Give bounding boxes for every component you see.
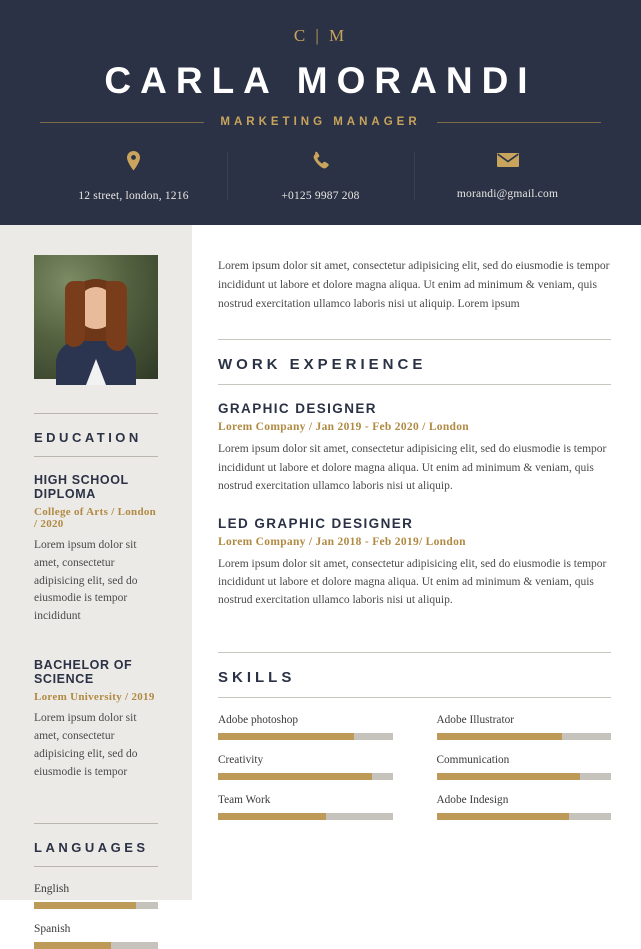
skill-label: Adobe Indesign [436, 793, 509, 806]
avatar-hair-right [106, 281, 127, 351]
education-entry [34, 658, 158, 781]
skill-level-fill [218, 773, 372, 780]
spacer [34, 801, 158, 823]
language-item [34, 923, 158, 949]
skill-label: Adobe photoshop [218, 713, 299, 726]
education-entry-text: Lorem ipsum dolor sit amet, consectetur adipisicing elit, sed do eiusmodie is tempor incididunt [34, 539, 138, 623]
skill-item [437, 794, 612, 820]
work-entry-title: GRAPHIC DESIGNER [218, 401, 377, 417]
education-entry [34, 473, 158, 626]
languages-rule-under [34, 866, 158, 867]
contact-address [40, 150, 227, 204]
education-entry-title: BACHELOR OF SCIENCE [34, 658, 133, 687]
skills-heading: SKILLS [218, 668, 296, 686]
skill-item [437, 754, 612, 780]
avatar [34, 255, 158, 379]
education-rule-under [34, 456, 158, 457]
contact-row [40, 150, 601, 204]
skill-level-fill [218, 733, 354, 740]
skill-level-fill [437, 813, 570, 820]
divider-left [40, 122, 204, 123]
contact-phone [227, 150, 414, 204]
language-level-track [34, 902, 158, 909]
resume-body [0, 225, 641, 936]
envelope-icon [420, 150, 595, 174]
skill-label: Communication [436, 753, 510, 766]
section-work-experience [218, 339, 611, 609]
skill-level-fill [218, 813, 326, 820]
contact-email [414, 150, 601, 204]
education-entry-title: HIGH SCHOOL DIPLOMA [34, 473, 129, 501]
section-languages [34, 823, 158, 949]
resume-header [0, 0, 641, 225]
education-heading: EDUCATION [34, 430, 142, 445]
section-education [34, 413, 158, 781]
education-entry-text: Lorem ipsum dolor sit amet, consectetur adipisicing elit, sed do eiusmodie is tempor [34, 712, 138, 778]
work-entry [218, 516, 611, 610]
language-level-track [34, 942, 158, 949]
monogram: C | M [293, 26, 348, 45]
education-rule-top [34, 413, 158, 414]
language-item [34, 883, 158, 909]
section-skills [218, 652, 611, 820]
languages-heading: LANGUAGES [34, 840, 149, 856]
skill-level-track [218, 733, 393, 740]
skill-label: Adobe Illustrator [436, 713, 514, 726]
skill-item [437, 714, 612, 740]
avatar-hair-left [65, 281, 85, 347]
skill-level-fill [437, 733, 563, 740]
language-label: English [34, 883, 70, 896]
education-entry-meta: Lorem University / 2019 [34, 691, 155, 704]
contact-address-text: 12 street, london, 1216 [78, 190, 189, 202]
job-title: MARKETING MANAGER [220, 116, 421, 128]
language-label: Spanish [34, 923, 71, 936]
work-heading: WORK EXPERIENCE [218, 356, 427, 374]
work-rule-top [218, 339, 611, 340]
contact-phone-text: +0125 9987 208 [281, 190, 360, 202]
contact-email-text: morandi@gmail.com [456, 188, 559, 200]
skill-label: Team Work [218, 793, 271, 806]
work-rule-under [218, 384, 611, 385]
work-entry-text: Lorem ipsum dolor sit amet, consectetur adipisicing elit, sed do eiusmodie is tempor incididunt ut labore et dolore magna aliqua. Ut enim ad minimum & veniam, quis nostrud exercitation ullamco laboris nisi ut aliquip. [218, 443, 607, 493]
skill-item [218, 794, 393, 820]
sidebar [0, 225, 192, 936]
skill-level-track [218, 773, 393, 780]
language-level-fill [34, 942, 111, 949]
skill-level-track [437, 773, 612, 780]
divider-right [437, 122, 601, 123]
work-entry-meta: Lorem Company / Jan 2019 - Feb 2020 / London [218, 421, 469, 434]
spacer [218, 630, 611, 652]
main-content [192, 225, 641, 900]
work-entry-meta: Lorem Company / Jan 2018 - Feb 2019/ London [218, 535, 466, 548]
language-level-fill [34, 902, 136, 909]
phone-icon [233, 150, 408, 176]
skill-level-fill [437, 773, 580, 780]
education-entry-meta: College of Arts / London / 2020 [34, 506, 157, 530]
profile-summary: Lorem ipsum dolor sit amet, consectetur adipisicing elit, sed do eiusmodie is tempor incididunt ut labore et dolore magna aliqua. Ut enim ad minimum & veniam, quis nostrud exercitation ullamco laboris nisi ut aliquip. Lorem ipsum [218, 259, 610, 310]
skill-level-track [437, 733, 612, 740]
skill-label: Creativity [218, 753, 264, 766]
skill-item [218, 754, 393, 780]
page-title: CARLA MORANDI [104, 60, 537, 101]
location-pin-icon [46, 150, 221, 176]
work-entry [218, 401, 611, 495]
skill-level-track [218, 813, 393, 820]
skill-level-track [437, 813, 612, 820]
languages-rule-top [34, 823, 158, 824]
skill-item [218, 714, 393, 740]
skills-grid [218, 714, 611, 820]
spacer [34, 646, 158, 658]
work-entry-title: LED GRAPHIC DESIGNER [218, 515, 414, 531]
skills-rule-top [218, 652, 611, 653]
skills-rule-under [218, 697, 611, 698]
work-entry-text: Lorem ipsum dolor sit amet, consectetur adipisicing elit, sed do eiusmodie is tempor incididunt ut labore et dolore magna aliqua. Ut enim ad minimum & veniam, quis nostrud exercitation ullamco laboris nisi ut aliquip. [218, 557, 607, 607]
subtitle-row [40, 116, 601, 128]
